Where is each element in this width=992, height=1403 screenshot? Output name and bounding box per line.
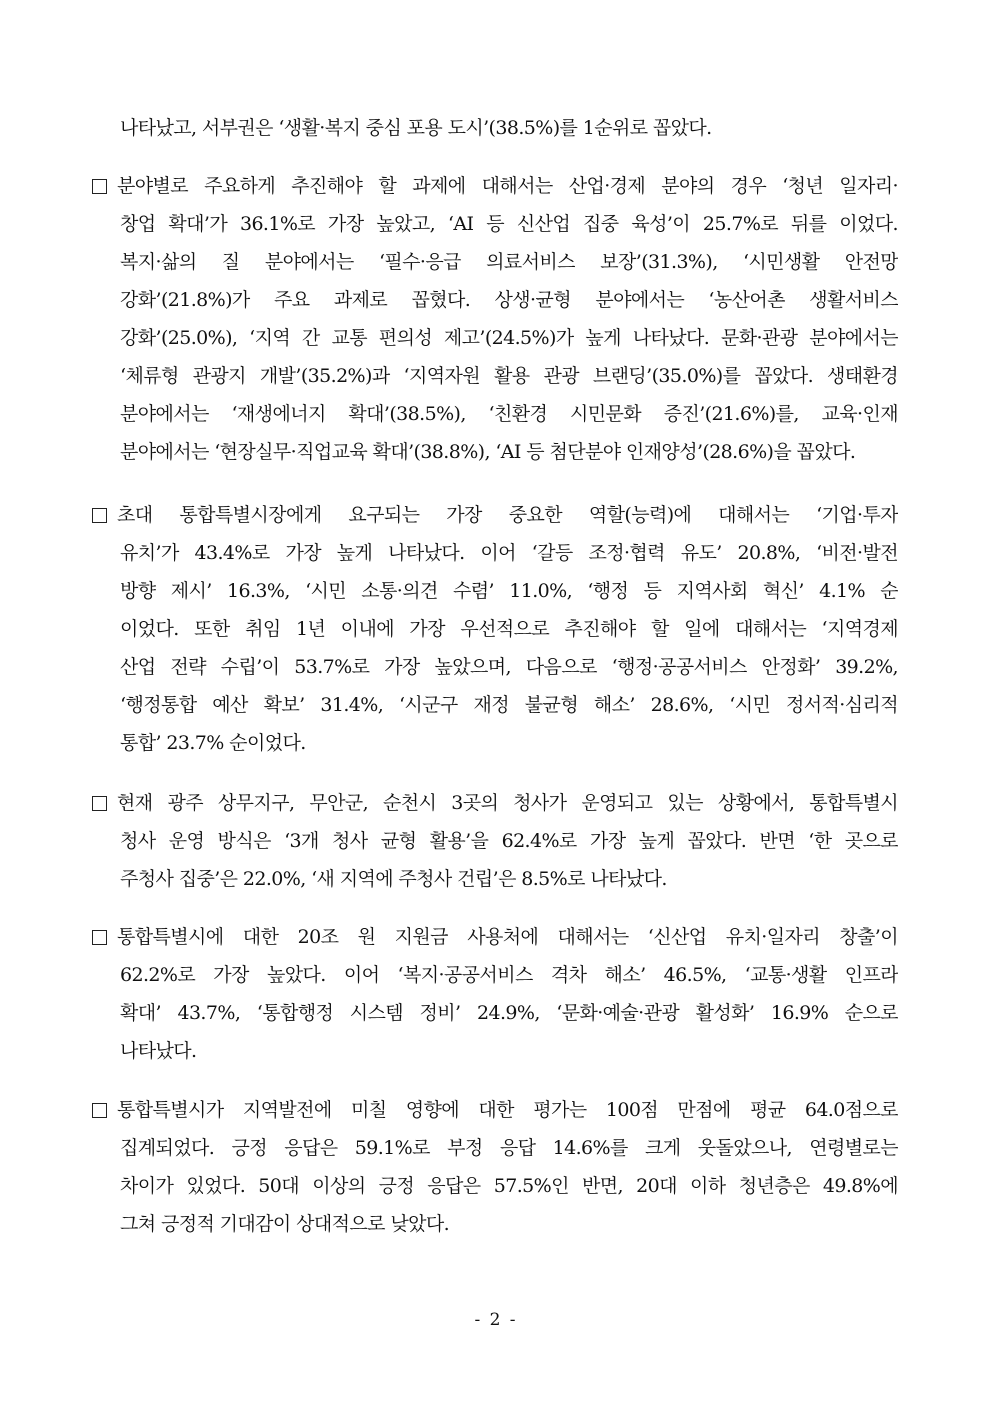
text-line: 방향 제시’ 16.3%, ‘시민 소통·의견 수렴’ 11.0%, ‘행정 등 지역사회 혁신’ 4.1% 순 [120,580,898,602]
text-line: 나타났다. [120,1040,197,1062]
text-line: 산업 전략 수립’이 53.7%로 가장 높았으며, 다음으로 ‘행정·공공서비스 안정화’ 39.2%, [120,656,898,678]
page-number: - 2 - [474,1310,518,1330]
paragraph-subsidy-usage [92,918,898,1070]
text-line: 분야에서는 ‘재생에너지 확대’(38.5%), ‘친환경 시민문화 증진’(21.6%)를, 교육·인재 [120,403,898,425]
text-line: 나타났고, 서부권은 ‘생활·복지 중심 포용 도시’(38.5%)를 1순위로 꼽았다. [120,117,712,139]
text-line: 초대 통합특별시장에게 요구되는 가장 중요한 역할(능력)에 대해서는 ‘기업·투자 [117,504,898,526]
text-line: 이었다. 또한 취임 1년 이내에 가장 우선적으로 추진해야 할 일에 대해서는 ‘지역경제 [120,618,898,640]
text-line: 그쳐 긍정적 기대감이 상대적으로 낮았다. [120,1213,450,1235]
text-line: 청사 운영 방식은 ‘3개 청사 균형 활용’을 62.4%로 가장 높게 꼽았다. 반면 ‘한 곳으로 [120,830,898,852]
paragraph-government-building [92,784,898,898]
text-line: 62.2%로 가장 높았다. 이어 ‘복지·공공서비스 격차 해소’ 46.5%, ‘교통·생활 인프라 [120,964,898,986]
text-line: 집계되었다. 긍정 응답은 59.1%로 부정 응답 14.6%를 크게 웃돌았으나, 연령별로는 [120,1137,898,1159]
text-line: 차이가 있었다. 50대 이상의 긍정 응답은 57.5%인 반면, 20대 이하 청년층은 49.8%에 [120,1175,898,1197]
paragraph-task-priorities [92,167,898,471]
text-line: 분야에서는 ‘현장실무·직업교육 확대’(38.8%), ‘AI 등 첨단분야 인재양성’(28.6%)을 꼽았다. [120,441,856,463]
text-line: 확대’ 43.7%, ‘통합행정 시스템 정비’ 24.9%, ‘문화·예술·관광 활성화’ 16.9% 순으로 [120,1002,898,1024]
text-line: ‘행정통합 예산 확보’ 31.4%, ‘시군구 재정 불균형 해소’ 28.6%, ‘시민 정서적·심리적 [120,694,898,716]
checkbox-bullet-icon [92,179,107,194]
text-line: 통합특별시에 대한 20조 원 지원금 사용처에 대해서는 ‘신산업 유치·일자리 창출’이 [117,926,898,948]
checkbox-bullet-icon [92,508,107,523]
checkbox-bullet-icon [92,1103,107,1118]
text-line: 복지·삶의 질 분야에서는 ‘필수·응급 의료서비스 보장’(31.3%), ‘시민생활 안전망 [120,251,898,273]
checkbox-bullet-icon [92,796,107,811]
text-line: 현재 광주 상무지구, 무안군, 순천시 3곳의 청사가 운영되고 있는 상황에서, 통합특별시 [117,792,898,814]
text-line: ‘체류형 관광지 개발’(35.2%)과 ‘지역자원 활용 관광 브랜딩’(35.0%)를 꼽았다. 생태환경 [120,365,898,387]
text-line: 유치’가 43.4%로 가장 높게 나타났다. 이어 ‘갈등 조정·협력 유도’ 20.8%, ‘비전·발전 [120,542,898,564]
paragraph-impact-evaluation [92,1091,898,1243]
text-line: 강화’(21.8%)가 주요 과제로 꼽혔다. 상생·균형 분야에서는 ‘농산어촌 생활서비스 [120,289,898,311]
paragraph-mayor-role [92,496,898,762]
text-line: 강화’(25.0%), ‘지역 간 교통 편의성 제고’(24.5%)가 높게 나타났다. 문화·관광 분야에서는 [120,327,898,349]
text-line: 주청사 집중’은 22.0%, ‘새 지역에 주청사 건립’은 8.5%로 나타났다. [120,868,667,890]
text-line: 창업 확대’가 36.1%로 가장 높았고, ‘AI 등 신산업 집중 육성’이 25.7%로 뒤를 이었다. [120,213,898,235]
text-line: 통합특별시가 지역발전에 미칠 영향에 대한 평가는 100점 만점에 평균 64.0점으로 [117,1099,898,1121]
text-line: 통합’ 23.7% 순이었다. [120,732,306,754]
checkbox-bullet-icon [92,930,107,945]
text-line: 분야별로 주요하게 추진해야 할 과제에 대해서는 산업·경제 분야의 경우 ‘청년 일자리· [117,175,898,197]
paragraph-continuation [92,109,898,147]
